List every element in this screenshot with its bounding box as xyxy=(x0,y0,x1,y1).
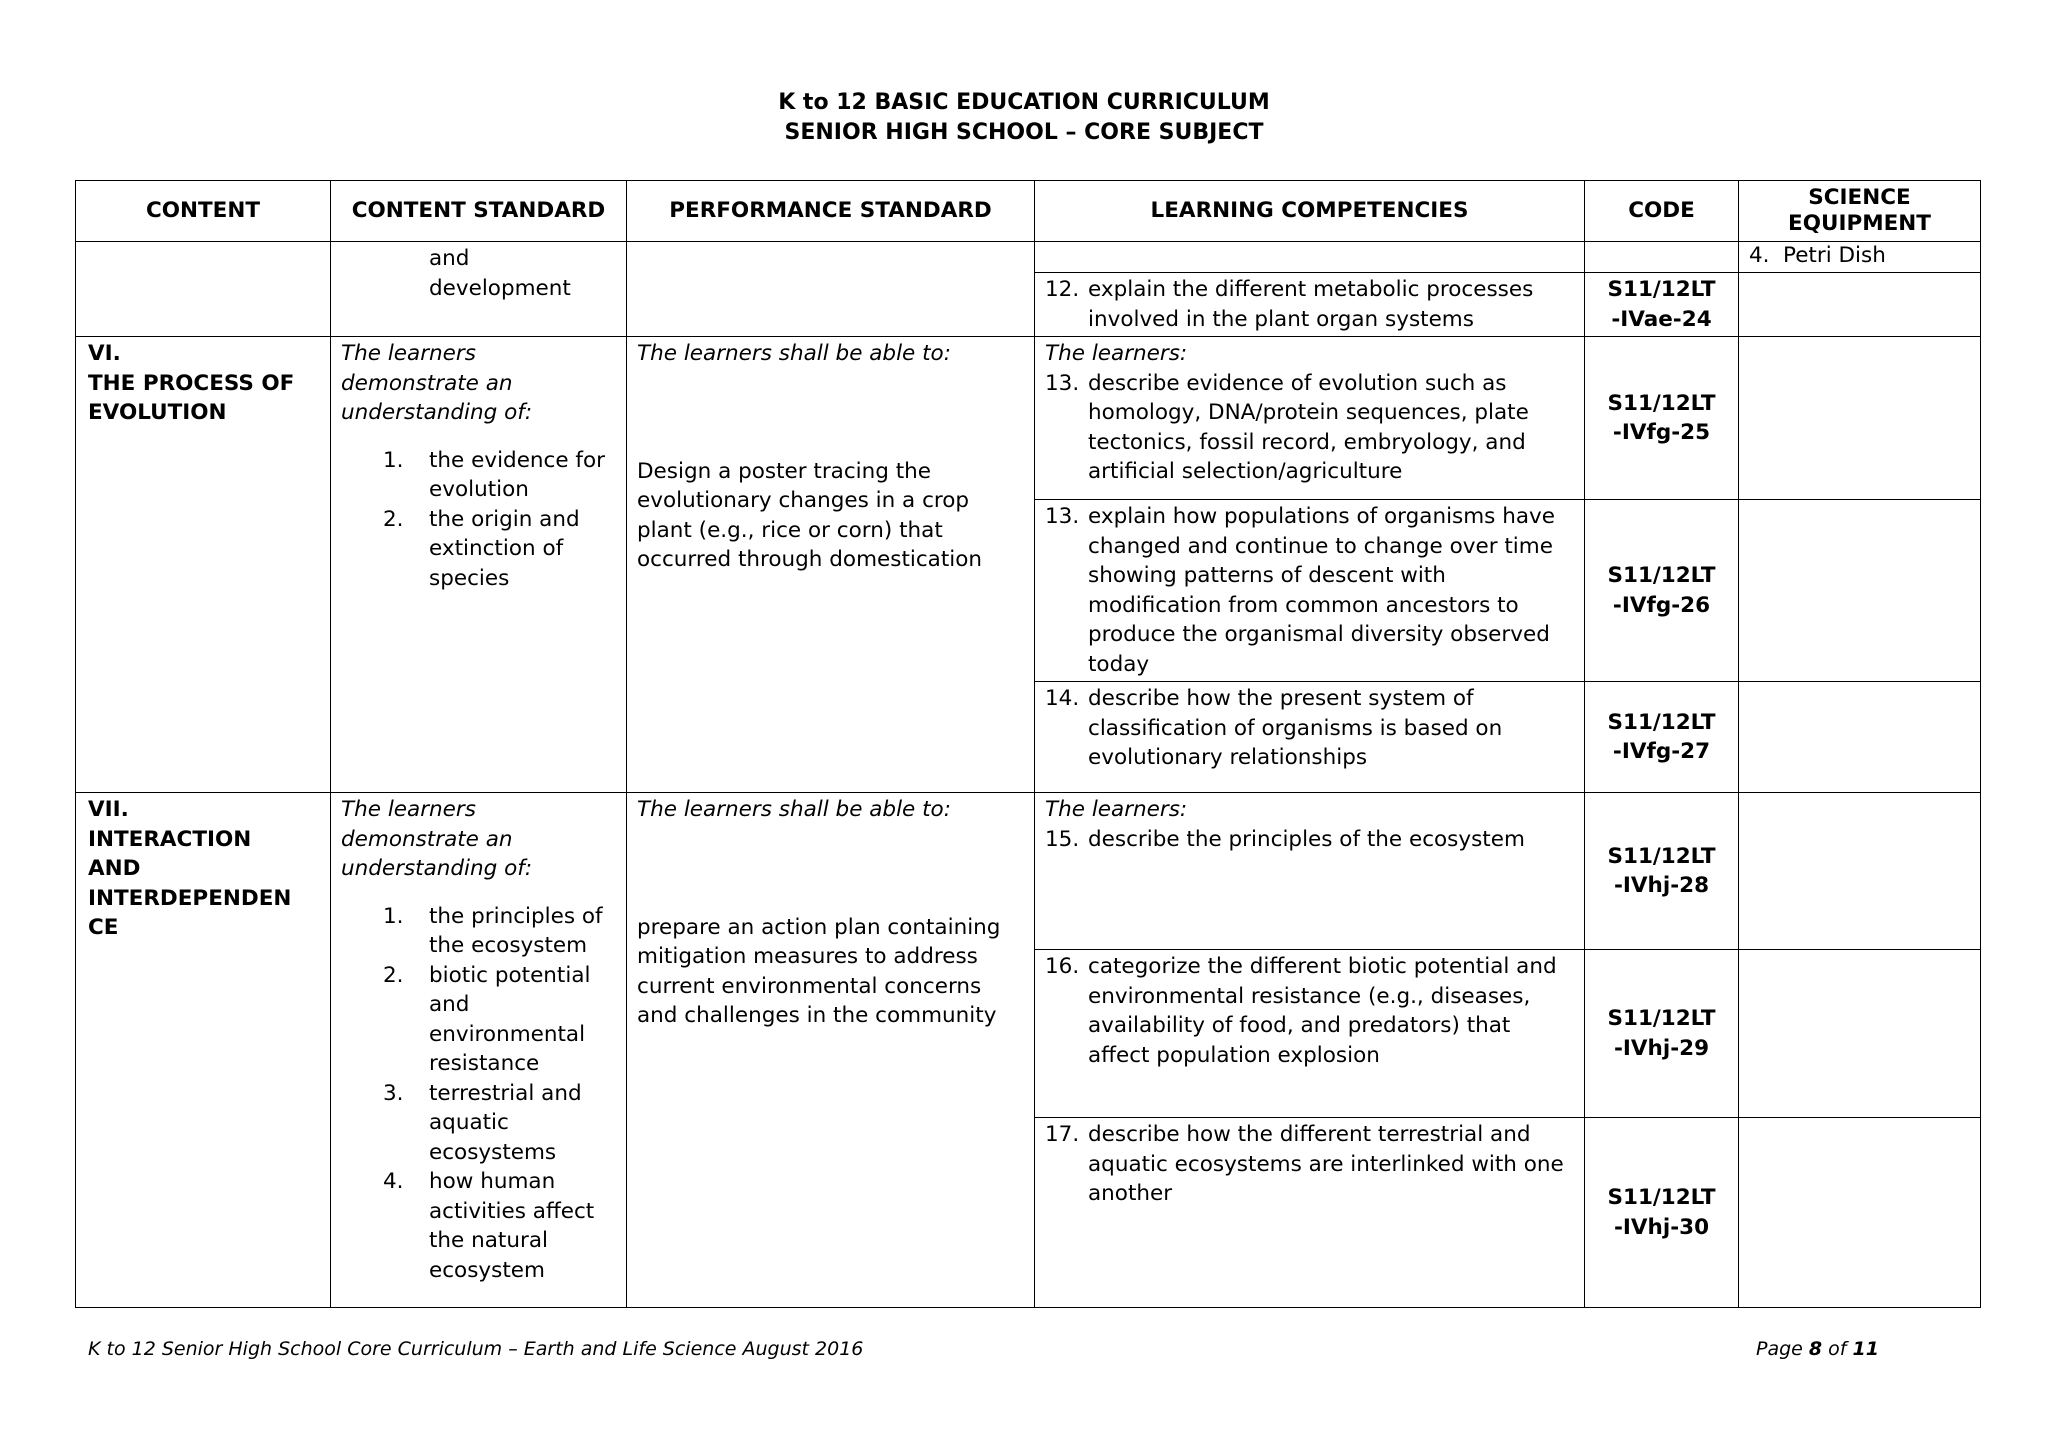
item-text: ecosystem xyxy=(429,1257,545,1283)
equipment-cell xyxy=(1739,273,1981,337)
content-standard-text: and xyxy=(429,246,470,271)
item-text: extinction of xyxy=(429,536,564,561)
list-item xyxy=(341,961,616,1079)
section-title: THE PROCESS OF xyxy=(88,370,295,396)
section-title: INTERACTION xyxy=(88,826,252,852)
item-number: 1. xyxy=(383,447,404,473)
content-standard-intro: understanding of: xyxy=(341,400,533,425)
competency-cell xyxy=(1035,682,1585,793)
performance-standard-text: Design a poster tracing the xyxy=(637,458,932,484)
competency-code: S11/12LT xyxy=(1607,1185,1716,1210)
content-standard-intro: The learners xyxy=(341,797,476,822)
content-standard-text: development xyxy=(429,275,571,301)
competency-cell xyxy=(1035,500,1585,682)
item-number: 2. xyxy=(383,962,404,988)
equipment-number: 4. xyxy=(1749,243,1770,268)
item-text: how human xyxy=(429,1169,556,1194)
code-cell xyxy=(1585,337,1739,500)
competency-number: 13. xyxy=(1045,504,1080,529)
page-total: 11 xyxy=(1852,1338,1879,1360)
competency-code: -IVfg-27 xyxy=(1612,739,1711,764)
equipment-cell xyxy=(1739,793,1981,950)
page-of-label: of xyxy=(1822,1338,1853,1360)
code-cell xyxy=(1585,1118,1739,1308)
content-standard-intro: understanding of: xyxy=(341,856,533,881)
performance-standard-text: mitigation measures to address xyxy=(637,944,978,969)
page-current: 8 xyxy=(1808,1338,1823,1360)
competency-cell xyxy=(1035,793,1585,950)
competency-code: -IVae-24 xyxy=(1611,306,1712,332)
competency-text: aquatic ecosystems are interlinked with one xyxy=(1088,1151,1564,1177)
competency-text: changed and continue to change over time xyxy=(1088,533,1553,559)
item-text: and xyxy=(429,992,470,1017)
col-header-content-standard: CONTENT STANDARD xyxy=(331,181,627,242)
competency-text: modification from common ancestors to xyxy=(1088,592,1519,618)
item-text: the principles of xyxy=(429,903,603,929)
performance-standard-cell xyxy=(627,337,1035,793)
competency-code: -IVfg-26 xyxy=(1612,592,1711,618)
list-item xyxy=(341,1079,616,1168)
item-text: terrestrial and xyxy=(429,1080,582,1106)
competency-code: S11/12LT xyxy=(1607,563,1716,588)
performance-standard-cell xyxy=(627,242,1035,337)
competency-cell xyxy=(1035,273,1585,337)
competency-text: describe how the present system of xyxy=(1088,686,1474,711)
section-number: VII. xyxy=(88,797,129,822)
competency-intro: The learners: xyxy=(1045,341,1188,366)
item-text: species xyxy=(429,565,510,591)
page-label: Page xyxy=(1756,1338,1809,1360)
code-cell xyxy=(1585,273,1739,337)
document-title: K to 12 BASIC EDUCATION CURRICULUM xyxy=(778,90,1270,115)
col-header-code: CODE xyxy=(1585,181,1739,242)
performance-standard-text: prepare an action plan containing xyxy=(637,914,1001,940)
competency-text: classification of organisms is based on xyxy=(1088,715,1503,741)
competency-number: 17. xyxy=(1045,1122,1080,1147)
item-text: activities affect xyxy=(429,1198,595,1224)
item-text: the origin and xyxy=(429,506,580,532)
competency-code: S11/12LT xyxy=(1607,843,1716,869)
content-cell xyxy=(76,337,331,793)
competency-number: 12. xyxy=(1045,277,1080,302)
competency-number: 14. xyxy=(1045,686,1080,711)
code-cell xyxy=(1585,682,1739,793)
section-title: INTERDEPENDEN xyxy=(88,885,292,911)
section-title: EVOLUTION xyxy=(88,400,227,425)
competency-text: homology, DNA/protein sequences, plate xyxy=(1088,400,1529,425)
content-standard-intro: The learners xyxy=(341,341,476,366)
competency-text: evolutionary relationships xyxy=(1088,745,1368,770)
list-item xyxy=(341,1167,616,1285)
competency-code: S11/12LT xyxy=(1607,1006,1716,1031)
competency-text: environmental resistance (e.g., diseases, xyxy=(1088,983,1531,1009)
competency-text: categorize the different biotic potential and xyxy=(1088,954,1557,979)
competency-number: 15. xyxy=(1045,826,1080,852)
competency-number: 16. xyxy=(1045,954,1080,979)
list-item xyxy=(341,902,616,961)
competency-code: S11/12LT xyxy=(1607,390,1716,416)
table-row xyxy=(76,793,1981,950)
competency-text: another xyxy=(1088,1181,1173,1206)
equipment-cell xyxy=(1739,500,1981,682)
item-text: resistance xyxy=(429,1051,540,1076)
item-number: 4. xyxy=(383,1169,404,1194)
performance-standard-intro: The learners shall be able to: xyxy=(637,341,951,366)
competency-cell xyxy=(1035,950,1585,1118)
competency-cell xyxy=(1035,1118,1585,1308)
content-standard-cell xyxy=(331,337,627,793)
equipment-cell xyxy=(1739,682,1981,793)
item-text: biotic potential xyxy=(429,962,591,988)
item-number: 1. xyxy=(383,903,404,929)
list-item xyxy=(341,446,616,505)
competency-code: -IVhj-30 xyxy=(1613,1214,1710,1240)
competency-intro: The learners: xyxy=(1045,797,1188,822)
code-cell xyxy=(1585,950,1739,1118)
item-number: 2. xyxy=(383,506,404,532)
item-text: the ecosystem xyxy=(429,933,588,958)
competency-code: -IVhj-28 xyxy=(1613,873,1710,898)
code-cell xyxy=(1585,242,1739,273)
content-standard-cell xyxy=(331,242,627,337)
competency-text: today xyxy=(1088,651,1150,677)
table-header-row xyxy=(76,181,1981,242)
document-subtitle: SENIOR HIGH SCHOOL – CORE SUBJECT xyxy=(784,120,1264,145)
table-row xyxy=(76,242,1981,273)
competency-text: artificial selection/agriculture xyxy=(1088,459,1403,484)
curriculum-table xyxy=(75,180,1981,1308)
col-header-science-equipment: SCIENCE EQUIPMENT xyxy=(1739,181,1981,242)
competency-text: involved in the plant organ systems xyxy=(1088,306,1474,332)
competency-number: 13. xyxy=(1045,370,1080,396)
col-header-learning-competencies: LEARNING COMPETENCIES xyxy=(1035,181,1585,242)
performance-standard-intro: The learners shall be able to: xyxy=(637,797,951,822)
competency-text: affect population explosion xyxy=(1088,1042,1380,1068)
competency-code: S11/12LT xyxy=(1607,277,1716,302)
competency-text: explain how populations of organisms have xyxy=(1088,504,1555,529)
competency-text: produce the organismal diversity observed xyxy=(1088,622,1550,647)
list-item xyxy=(341,505,616,594)
content-standard-intro: demonstrate an xyxy=(341,826,513,852)
competency-text: showing patterns of descent with xyxy=(1088,563,1446,588)
competency-code: -IVfg-25 xyxy=(1612,420,1711,445)
performance-standard-text: occurred through domestication xyxy=(637,547,983,572)
competency-code: -IVhj-29 xyxy=(1613,1035,1710,1061)
equipment-cell xyxy=(1739,1118,1981,1308)
equipment-cell xyxy=(1739,242,1981,273)
competency-text: describe the principles of the ecosystem xyxy=(1088,826,1525,852)
item-text: the natural xyxy=(429,1228,548,1253)
performance-standard-text: and challenges in the community xyxy=(637,1003,997,1028)
competency-text: availability of food, and predators) that xyxy=(1088,1013,1511,1038)
performance-standard-text: current environmental concerns xyxy=(637,973,982,999)
col-header-performance-standard: PERFORMANCE STANDARD xyxy=(627,181,1035,242)
performance-standard-text: evolutionary changes in a crop xyxy=(637,488,970,513)
section-number: VI. xyxy=(88,341,121,366)
item-text: evolution xyxy=(429,477,529,502)
competency-text: tectonics, fossil record, embryology, and xyxy=(1088,429,1526,455)
footer-document-title: K to 12 Senior High School Core Curriculum – Earth and Life Science August 2016 xyxy=(88,1338,864,1360)
competency-cell xyxy=(1035,242,1585,273)
content-standard-cell xyxy=(331,793,627,1308)
section-title: CE xyxy=(88,915,119,940)
item-text: aquatic xyxy=(429,1110,509,1135)
competency-text: describe evidence of evolution such as xyxy=(1088,370,1507,396)
equipment-item: Petri Dish xyxy=(1783,243,1886,268)
item-text: environmental xyxy=(429,1021,586,1047)
item-text: ecosystems xyxy=(429,1139,557,1165)
equipment-cell xyxy=(1739,337,1981,500)
content-standard-intro: demonstrate an xyxy=(341,370,513,396)
content-cell xyxy=(76,242,331,337)
competency-text: explain the different metabolic processes xyxy=(1088,277,1534,302)
competency-code: S11/12LT xyxy=(1607,709,1716,735)
section-title: AND xyxy=(88,856,141,881)
equipment-cell xyxy=(1739,950,1981,1118)
item-text: the evidence for xyxy=(429,447,605,473)
competency-cell xyxy=(1035,337,1585,500)
code-cell xyxy=(1585,500,1739,682)
performance-standard-cell xyxy=(627,793,1035,1308)
table-row xyxy=(76,337,1981,500)
item-number: 3. xyxy=(383,1080,404,1106)
competency-text: describe how the different terrestrial and xyxy=(1088,1122,1531,1147)
code-cell xyxy=(1585,793,1739,950)
col-header-content: CONTENT xyxy=(76,181,331,242)
content-cell xyxy=(76,793,331,1308)
performance-standard-text: plant (e.g., rice or corn) that xyxy=(637,517,943,543)
page-number xyxy=(1756,1338,1879,1360)
